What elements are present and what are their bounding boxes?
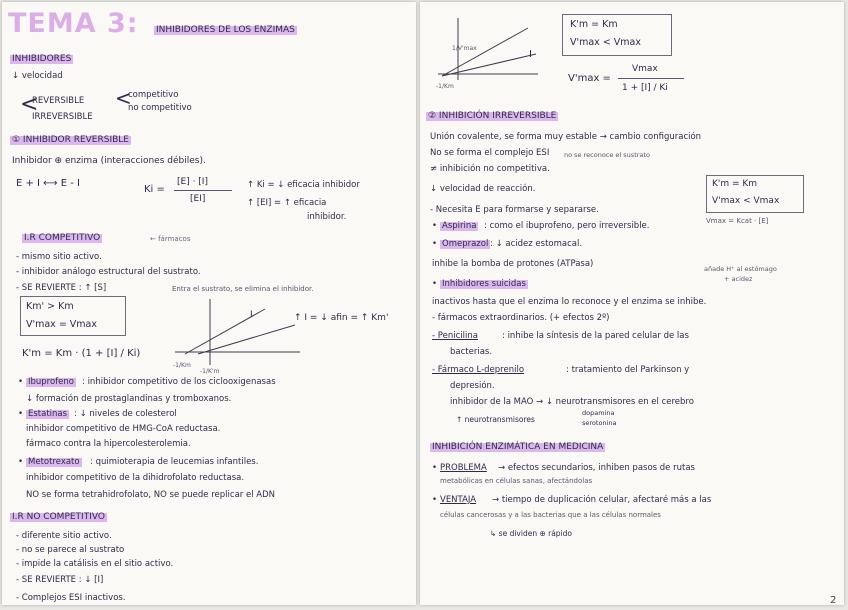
graph-competitivo-label-i: I [250, 310, 253, 320]
text-no-competitivo: no competitivo [128, 103, 192, 113]
text-estatinas: : ↓ niveles de colesterol [74, 409, 177, 419]
text-irc-line1: - mismo sitio activo. [16, 252, 102, 262]
vmax-prime-denominator: 1 + [I] / Ki [622, 83, 668, 93]
graph-competitivo [170, 297, 305, 377]
text-problema: → efectos secundarios, inhiben pasos de rutas [498, 463, 695, 473]
page-number: 2 [830, 595, 837, 605]
formula-km-prime: K'm = Km · (1 + [I] / Ki) [22, 348, 141, 359]
drug-metotrexato: Metotrexato [28, 457, 80, 467]
graph-no-competitivo-xneg: -1/Km [436, 83, 454, 90]
text-irc-rule: ↑ I = ↓ afin = ↑ Km' [294, 313, 389, 323]
text-irc-line3: - SE REVIERTE : ↑ [S] [16, 283, 107, 293]
text-ventaja-3: ↳ se dividen ⊕ rápido [490, 529, 572, 538]
text-deprenilo-3: depresión. [450, 381, 495, 391]
text-metotrexato-3: NO se forma tetrahidrofolato, NO se puede replicar el ADN [26, 490, 275, 500]
text-estatinas-3: fármaco contra la hipercolesterolemia. [26, 439, 191, 449]
text-ibuprofeno-2: ↓ formación de prostaglandinas y tromboxanos. [26, 394, 232, 404]
bullet-metotrexato: • [18, 457, 24, 467]
graph-no-competitivo [432, 14, 542, 94]
text-box1-km: K'm = Km [570, 19, 618, 30]
graph-competitivo-line-inhibidor [185, 309, 265, 354]
text-box1-vmax: V'max < Vmax [570, 37, 642, 48]
text-irnc-line5: - Complejos ESI inactivos. [16, 593, 126, 603]
text-metotrexato: : quimioterapia de leucemias infantiles. [90, 457, 259, 467]
text-vmax-equal: V'max = Vmax [26, 319, 98, 330]
text-problema-2: metabólicas en células sanas, afectándolas [440, 477, 593, 485]
drug-omeprazol: Omeprazol [442, 239, 489, 249]
text-ibuprofeno: : inhibidor competitivo de los ciclooxigenasas [82, 377, 276, 387]
text-ventaja: → tiempo de duplicación celular, afectaré más a las [492, 495, 712, 505]
text-estatinas-2: inhibidor competitivo de HMG-CoA reductasa. [26, 424, 221, 434]
text-irc-line2: - inhibidor análogo estructural del sustrato. [16, 267, 201, 277]
drug-inhibidores-suicidas: Inhibidores suicidas [442, 279, 526, 289]
heading-inhibicion-irreversible: ② INHIBICIÓN IRREVERSIBLE [428, 111, 557, 121]
bracket-right: < [115, 86, 132, 110]
text-ei-eficacia: ↑ [EI] = ↑ eficacia [247, 198, 327, 208]
text-box2-km: K'm = Km [712, 179, 758, 189]
text-problema-label: PROBLEMA [440, 463, 487, 473]
text-deprenilo-2: : tratamiento del Parkinson y [566, 365, 690, 375]
title-big: TEMA 3: [8, 8, 139, 39]
heading-inhibidores: INHIBIDORES [12, 54, 72, 64]
bracket-left: < [20, 92, 39, 117]
text-ventaja-2: células cancerosas y a las bacterias que a las células normales [440, 511, 661, 519]
drug-aspirina: Aspirina [442, 221, 477, 231]
vmax-prime-numerator: Vmax [632, 64, 658, 74]
text-ki-eficacia: ↑ Ki = ↓ eficacia inhibidor [247, 180, 360, 190]
drug-estatinas: Estatinas [28, 409, 68, 419]
graph-no-competitivo-label-i: I [529, 49, 532, 60]
text-dopamina: dopamina [582, 409, 615, 417]
text-neurotransmisores: ↑ neurotransmisores [456, 415, 535, 424]
text-suicidas-2: - fármacos extraordinarios. (+ efectos 2º) [432, 313, 610, 323]
heading-inhibidor-reversible: ① INHIBIDOR REVERSIBLE [12, 135, 129, 145]
text-ei-inhibidor: inhibidor. [307, 212, 347, 222]
graph-competitivo-xneg: -1/Km [173, 362, 191, 369]
heading-ir-no-competitivo: I.R NO COMPETITIVO [12, 512, 105, 522]
note-farmacos: ← fármacos [150, 235, 191, 243]
text-irnc-line4: - SE REVIERTE : ↓ [I] [16, 575, 104, 585]
graph-no-competitivo-yint: 1/V'max [452, 45, 477, 52]
drug-ibuprofeno: Ibuprofeno [28, 377, 75, 387]
text-box2-kcat: Vmax = Kcat · [E] [706, 217, 769, 225]
left-page [2, 2, 416, 605]
text-mao: inhibidor de la MAO → ↓ neurotransmisores en el cerebro [450, 397, 694, 407]
text-s2-line2-note: no se reconoce el sustrato [564, 151, 650, 159]
text-s2-line2: No se forma el complejo ESI [430, 148, 550, 158]
text-sec1-line1: Inhibidor ⊕ enzima (interacciones débiles). [12, 156, 206, 166]
text-omeprazol: : ↓ acidez estomacal. [490, 239, 583, 249]
text-box2-vmax: V'max < Vmax [712, 196, 780, 206]
text-s2-line4: ↓ velocidad de reacción. [430, 184, 536, 194]
vmax-prime-label: V'max = [568, 73, 611, 84]
bullet-problema: • [432, 463, 438, 473]
text-metotrexato-2: inhibidor competitivo de la dihidrofolato reductasa. [26, 473, 245, 483]
note-omeprazol-1: añade H⁺ al estómago [704, 265, 777, 273]
text-km-greater: Km' > Km [26, 301, 74, 312]
text-serotonina: serotonina [582, 419, 617, 427]
text-omeprazol-2: inhibe la bomba de protones (ATPasa) [432, 259, 594, 269]
graph-no-competitivo-line-inhibidor [442, 28, 528, 76]
text-s2-line3: ≠ inhibición no competitiva. [430, 164, 550, 174]
text-s2-line1: Unión covalente, se forma muy estable → cambio configuración [430, 132, 702, 142]
bullet-omeprazol: • [432, 239, 438, 249]
graph-no-competitivo-line-control [442, 54, 536, 76]
text-irc-line3-note: Entra el sustrato, se elimina el inhibidor. [172, 285, 314, 293]
right-page [420, 2, 844, 605]
text-reversible: REVERSIBLE [32, 96, 85, 106]
equation-e-i: E + I ⟷ E - I [16, 178, 80, 189]
bullet-estatinas: • [18, 409, 24, 419]
ki-fraction-bar [174, 190, 232, 191]
bullet-aspirina: • [432, 221, 438, 231]
text-irnc-line1: - diferente sitio activo. [16, 531, 112, 541]
bullet-suicidas: • [432, 279, 438, 289]
text-penicilina-3: bacterias. [450, 347, 493, 357]
bullet-ibuprofeno: • [18, 377, 24, 387]
bullet-ventaja: • [432, 495, 438, 505]
note-omeprazol-2: + acidez [724, 275, 753, 283]
vmax-fraction-bar [618, 78, 684, 79]
heading-inhibicion-medicina: INHIBICIÓN ENZIMÁTICA EN MEDICINA [432, 442, 604, 452]
text-deprenilo: - Fármaco L-deprenilo [432, 365, 525, 375]
ki-label: Ki = [144, 184, 165, 195]
graph-competitivo-line-control [198, 325, 295, 354]
ki-denominator: [EI] [190, 194, 206, 204]
text-irnc-line2: - no se parece al sustrato [16, 545, 125, 555]
text-irreversible: IRREVERSIBLE [32, 112, 93, 122]
text-aspirina: : como el ibuprofeno, pero irreversible. [484, 221, 650, 231]
text-ventaja-label: VENTAJA [440, 495, 477, 505]
text-suicidas-1: inactivos hasta que el enzima lo reconoce y el enzima se inhibe. [432, 297, 707, 307]
text-penicilina: - Penicilina [432, 331, 478, 341]
heading-ir-competitivo: I.R COMPETITIVO [24, 233, 101, 243]
graph-competitivo-xneg2: -1/K'm [200, 368, 220, 375]
title-small: INHIBIDORES DE LOS ENZIMAS [156, 25, 295, 35]
text-s2-line5: - Necesita E para formarse y separarse. [430, 205, 599, 215]
text-competitivo: competitivo [128, 90, 179, 100]
text-penicilina-2: : inhibe la síntesis de la pared celular de las [502, 331, 689, 341]
ki-numerator: [E] · [I] [177, 177, 208, 187]
text-irnc-line3: - impide la catálisis en el sitio activo. [16, 559, 174, 569]
text-velocidad: ↓ velocidad [12, 71, 63, 81]
